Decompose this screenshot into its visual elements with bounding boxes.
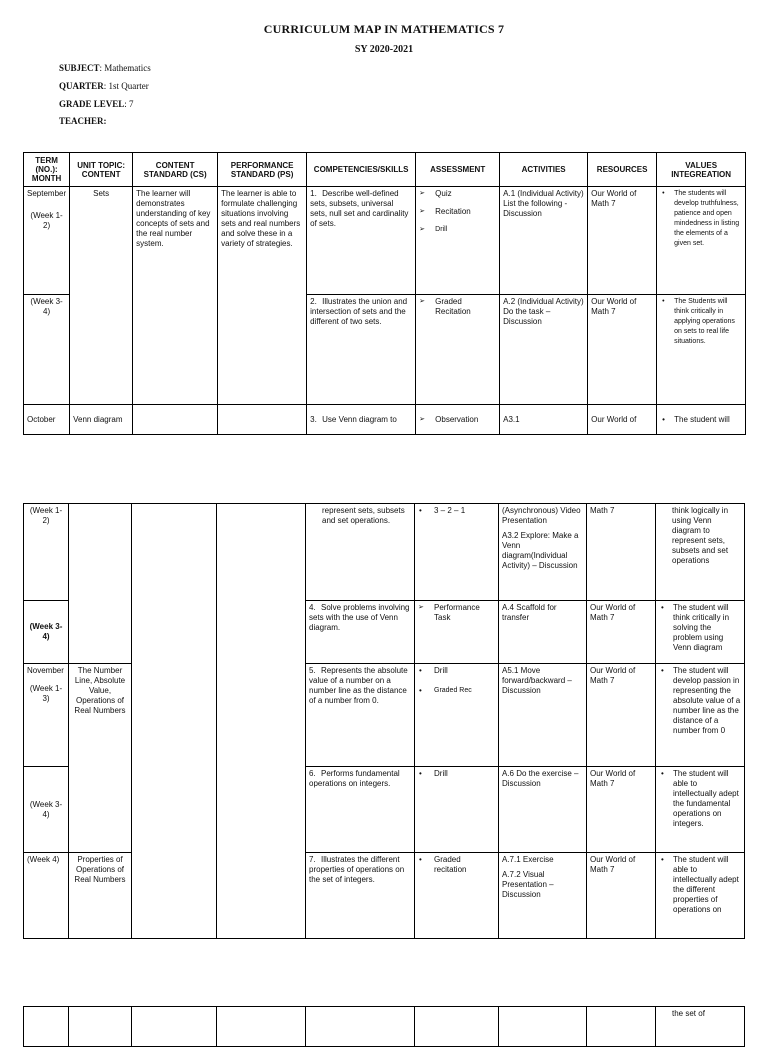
assessment-cell [416,295,500,405]
assessment-item: • Graded Rec [418,686,495,696]
content-standard-cell [133,405,218,435]
col-content-header: CONTENT STANDARD (CS) [133,153,218,187]
competency-text: Illustrates the different properties of operations on the set of integers. [309,855,405,884]
unit-cell: The Number Line, Absolute Value, Operations of Real Numbers [69,664,132,853]
activity-item: A.7.1 Exercise [502,855,554,864]
term-cell [24,664,69,767]
curriculum-table-3 [23,1006,745,1047]
quarter-label: QUARTER [59,81,104,91]
activity-cell: A5.1 Move forward/backward – Discussion [499,664,587,767]
content-standard-cell [132,504,217,939]
activity-cell: A.1 (Individual Activity) List the following - Discussion [500,187,588,295]
resource-cell: Our World of Math 7 [587,767,656,853]
assessment-cell [416,187,500,295]
col-values-header: VALUES INTEGREATION [657,153,746,187]
term-cell [24,1007,69,1047]
assessment-cell [415,601,499,664]
assessment-cell [415,664,499,767]
assessment-item: ➢ Drill [419,225,496,235]
term-cell: (Week 1-2) [24,504,69,601]
content-standard-cell: The learner will demonstrates understanding of key concepts of sets and the real number system. [133,187,218,405]
competency-cell: 5. Represents the absolute value of a number on a number line as the distance of a number from 0. [306,664,415,767]
term-cell: (Week 3-4) [24,767,69,853]
competency-text: represent sets, subsets and set operations. [322,506,405,525]
assessment-cell [415,1007,499,1047]
resource-cell: Our World of Math 7 [588,295,657,405]
competency-cell [306,504,415,601]
activity-cell [499,853,587,939]
assessment-item: • Graded recitation [418,855,495,875]
resource-cell: Our World of Math 7 [587,601,656,664]
competency-cell [306,1007,415,1047]
term-cell [24,187,70,295]
document-title: CURRICULUM MAP IN MATHEMATICS 7 [263,22,505,36]
col-unit-header: UNIT TOPIC: CONTENT [70,153,133,187]
values-cell: think logically in using Venn diagram to represent sets, subsets and set operations [656,504,745,601]
competency-text: Illustrates the union and intersection of sets and the different of two sets. [310,297,408,326]
term-cell: (Week 3-4) [24,601,69,664]
col-performance-header: PERFORMANCE STANDARD (PS) [218,153,307,187]
activity-item: (Asynchronous) Video Presentation [502,506,581,525]
table-row [24,1007,745,1047]
values-cell: • The student will develop passion in representing the absolute value of a number line as the distance of a number from 0 [656,664,745,767]
performance-standard-cell [218,405,307,435]
values-cell: • The student will able to intellectually adept the fundamental operations on integers. [656,767,745,853]
unit-cell: Venn diagram [70,405,133,435]
unit-cell [69,1007,132,1047]
term-month: September [27,189,67,198]
assessment-item: ➢ Observation [419,415,496,425]
col-competencies-header: COMPETENCIES/SKILLS [307,153,416,187]
performance-standard-cell: The learner is able to formulate challenging situations involving sets and real numbers and solve these in a variety of strategies. [218,187,307,405]
assessment-cell [415,853,499,939]
quarter-line [59,81,149,91]
resource-cell [587,1007,656,1047]
grade-line [59,99,134,109]
competency-text: Describe well-defined sets, subsets, universal sets, null set and cardinality of sets. [310,189,409,228]
subject-label: SUBJECT [59,63,100,73]
unit-cell [69,504,132,664]
competency-text: Represents the absolute value of a number on a number line as the distance of a number from 0. [309,666,408,705]
table-row [24,405,746,435]
competency-cell: 3. Use Venn diagram to [307,405,416,435]
teacher-line [59,116,107,126]
unit-cell: Properties of Operations of Real Numbers [69,853,132,939]
assessment-cell [415,767,499,853]
teacher-value: : [103,116,107,126]
term-cell: October [24,405,70,435]
col-term-header: TERM (NO.): MONTH [24,153,70,187]
content-standard-cell [132,1007,217,1047]
competency-cell: 6. Performs fundamental operations on integers. [306,767,415,853]
col-assessment-header: ASSESSMENT [416,153,500,187]
unit-cell: Sets [70,187,133,405]
grade-value: : 7 [124,99,134,109]
col-activities-header: ACTIVITIES [500,153,588,187]
activity-cell [499,504,587,601]
resource-cell: Our World of Math 7 [588,187,657,295]
table-row [24,187,746,295]
curriculum-table-2 [23,503,745,939]
competency-cell: 4. Solve problems involving sets with the use of Venn diagram. [306,601,415,664]
activity-item: A.7.2 Visual Presentation – Discussion [502,870,554,899]
table-row [24,504,745,601]
curriculum-table-1 [23,152,746,435]
assessment-cell [415,504,499,601]
col-resources-header: RESOURCES [588,153,657,187]
resource-cell: Our World of Math 7 [587,853,656,939]
resource-cell: Our World of [588,405,657,435]
teacher-label: TEACHER [59,116,104,126]
term-week: (Week 1-2) [30,211,63,230]
assessment-cell [416,405,500,435]
activity-item: A3.2 Explore: Make a Venn diagram(Individual Activity) – Discussion [502,531,579,570]
term-month: November [27,666,64,675]
resource-cell: Math 7 [587,504,656,601]
resource-cell: Our World of Math 7 [587,664,656,767]
competency-cell: 2. Illustrates the union and intersection of sets and the different of two sets. [307,295,416,405]
competency-cell: 7. Illustrates the different properties of operations on the set of integers. [306,853,415,939]
values-cell: • The student will able to intellectually adept the different properties of operations on [656,853,745,939]
assessment-item: ➢ Performance Task [418,603,495,623]
activity-cell: A.2 (Individual Activity) Do the task – Discussion [500,295,588,405]
performance-standard-cell [217,1007,306,1047]
term-cell: (Week 4) [24,853,69,939]
competency-text: Performs fundamental operations on integers. [309,769,400,788]
assessment-item: • Drill [418,666,495,676]
values-cell: the set of [656,1007,745,1047]
values-cell: • The Students will think critically in applying operations on sets to real life situations. [657,295,746,405]
subject-line [59,63,151,73]
performance-standard-cell [217,504,306,939]
competency-text: Use Venn diagram to [322,414,397,424]
activity-cell: A.6 Do the exercise – Discussion [499,767,587,853]
assessment-item: • 3 – 2 – 1 [418,506,495,516]
activity-cell: A3.1 [500,405,588,435]
grade-label: GRADE LEVEL [59,99,125,109]
competency-text: Solve problems involving sets with the use of Venn diagram. [309,603,410,632]
school-year: SY 2020-2021 [354,44,414,55]
values-cell: • The student will think critically in solving the problem using Venn diagram [656,601,745,664]
competency-cell: 1. Describe well-defined sets, subsets, universal sets, null set and cardinality of sets. [307,187,416,295]
values-cell: • The student will [657,405,746,435]
assessment-item: • Drill [418,769,495,779]
activity-cell [499,1007,587,1047]
assessment-item: ➢ Quiz [419,189,496,199]
values-cell: • The students will develop truthfulness, patience and open mindedness in listing the elements of a given set. [657,187,746,295]
assessment-item: ➢ Graded Recitation [419,297,496,317]
assessment-item: ➢ Recitation [419,207,496,217]
term-cell: (Week 3-4) [24,295,70,405]
activity-cell: A.4 Scaffold for transfer [499,601,587,664]
subject-value: : Mathematics [99,63,151,73]
quarter-value: : 1st Quarter [103,81,149,91]
term-week: (Week 1-3) [29,684,63,703]
